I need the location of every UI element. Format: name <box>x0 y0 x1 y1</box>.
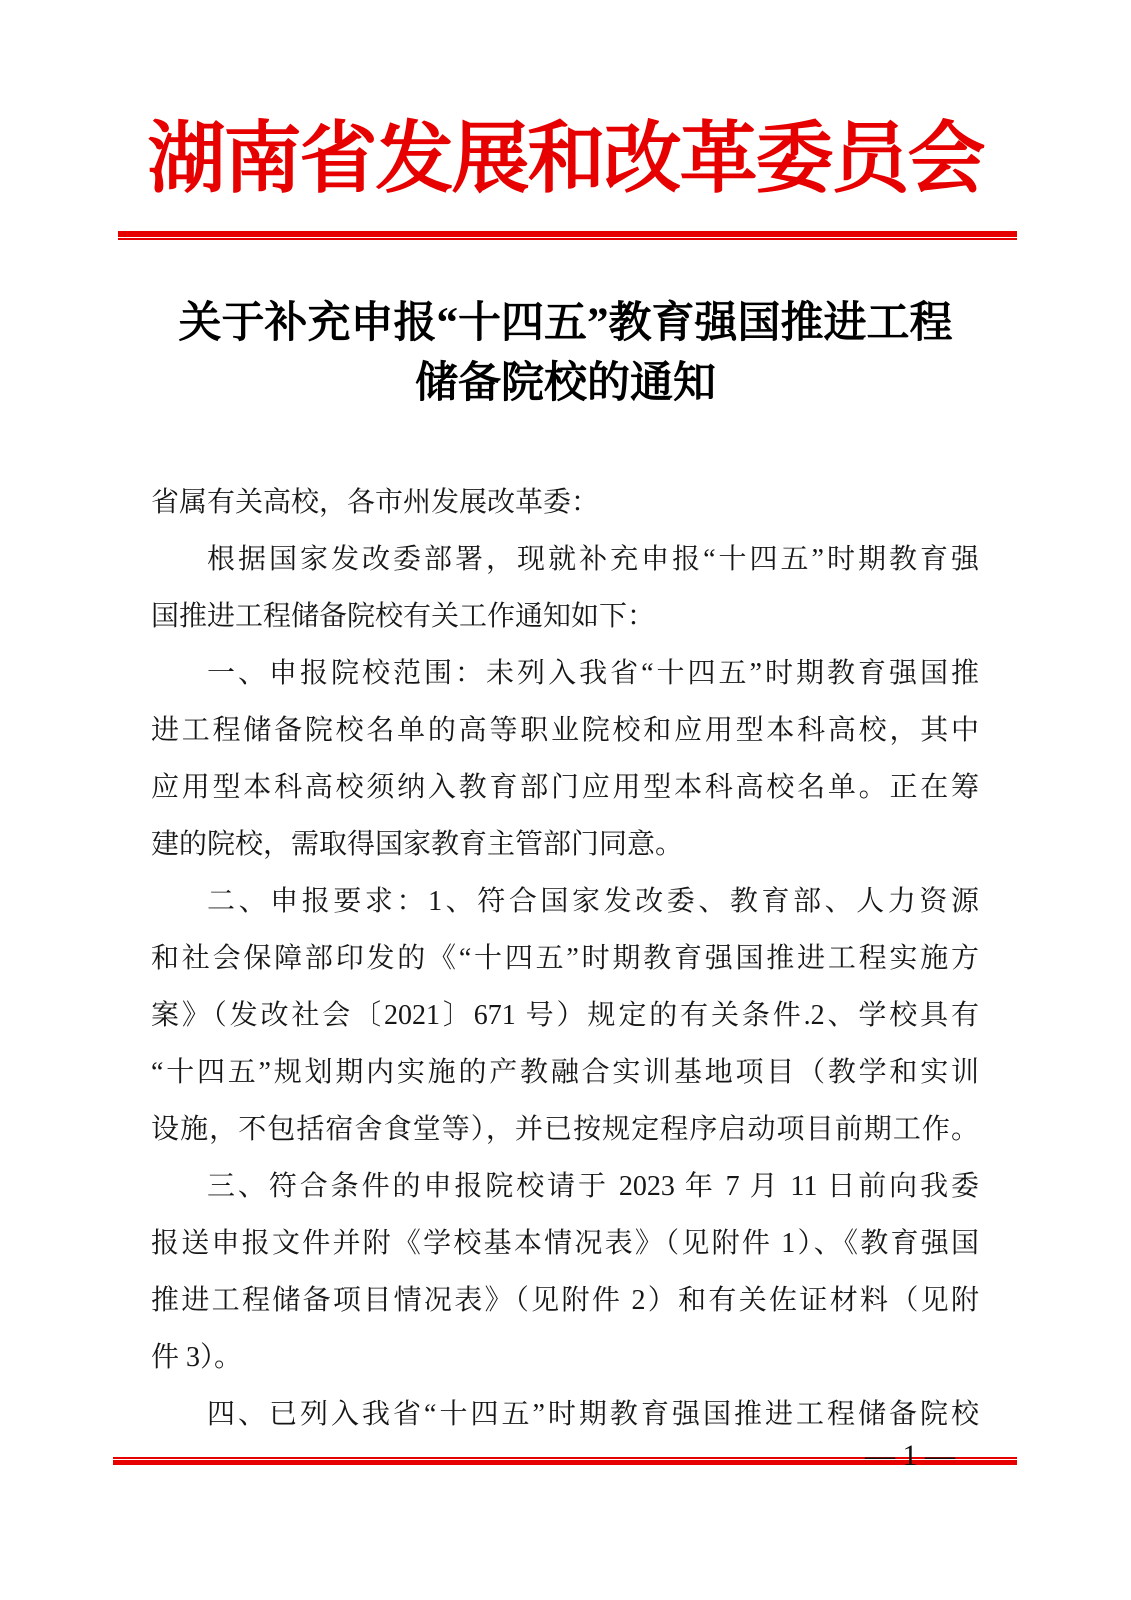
document-body <box>151 474 979 1443</box>
page-number: — 1 — <box>865 1439 955 1472</box>
body-line: 国推进工程储备院校有关工作通知如下： <box>151 601 656 632</box>
body-line: “十四五”规划期内实施的产教融合实训基地项目（教学和实训 <box>151 1057 979 1088</box>
body-line: 根据国家发改委部署，现就补充申报“十四五”时期教育强 <box>207 544 979 575</box>
header-red-separator <box>118 231 1017 240</box>
body-line: 和社会保障部印发的《“十四五”时期教育强国推进工程实施方 <box>151 943 979 974</box>
salutation-line: 省属有关高校，各市州发展改革委： <box>151 487 600 518</box>
body-line: 设施，不包括宿舍食堂等），并已按规定程序启动项目前期工作。 <box>151 1114 979 1145</box>
body-line: 进工程储备院校名单的高等职业院校和应用型本科高校，其中 <box>151 715 979 746</box>
body-line: 件 3）。 <box>151 1342 243 1373</box>
body-line: 推进工程储备项目情况表》（见附件 2）和有关佐证材料（见附 <box>151 1285 979 1316</box>
body-line: 四、已列入我省“十四五”时期教育强国推进工程储备院校 <box>207 1399 979 1430</box>
body-line: 报送申报文件并附《学校基本情况表》（见附件 1）、《教育强国 <box>151 1228 979 1259</box>
body-line: 一、申报院校范围：未列入我省“十四五”时期教育强国推 <box>207 658 979 689</box>
separator-thin-rule <box>118 238 1017 240</box>
body-line: 建的院校，需取得国家教育主管部门同意。 <box>151 829 684 860</box>
doc-title-line1: 关于补充申报“十四五”教育强国推进工程 <box>178 300 953 347</box>
body-line: 三、符合条件的申报院校请于 2023 年 7 月 11 日前向我委 <box>207 1171 979 1202</box>
body-line: 案》（发改社会〔2021〕671 号）规定的有关条件.2、学校具有 <box>151 1000 979 1031</box>
org-name-header: 湖南省发展和改革委员会 <box>147 115 984 202</box>
doc-title <box>0 294 1131 414</box>
body-line: 二、申报要求：1、符合国家发改委、教育部、人力资源 <box>207 886 979 917</box>
body-line: 应用型本科高校须纳入教育部门应用型本科高校名单。正在筹 <box>151 772 979 803</box>
doc-title-line2: 储备院校的通知 <box>415 360 716 407</box>
